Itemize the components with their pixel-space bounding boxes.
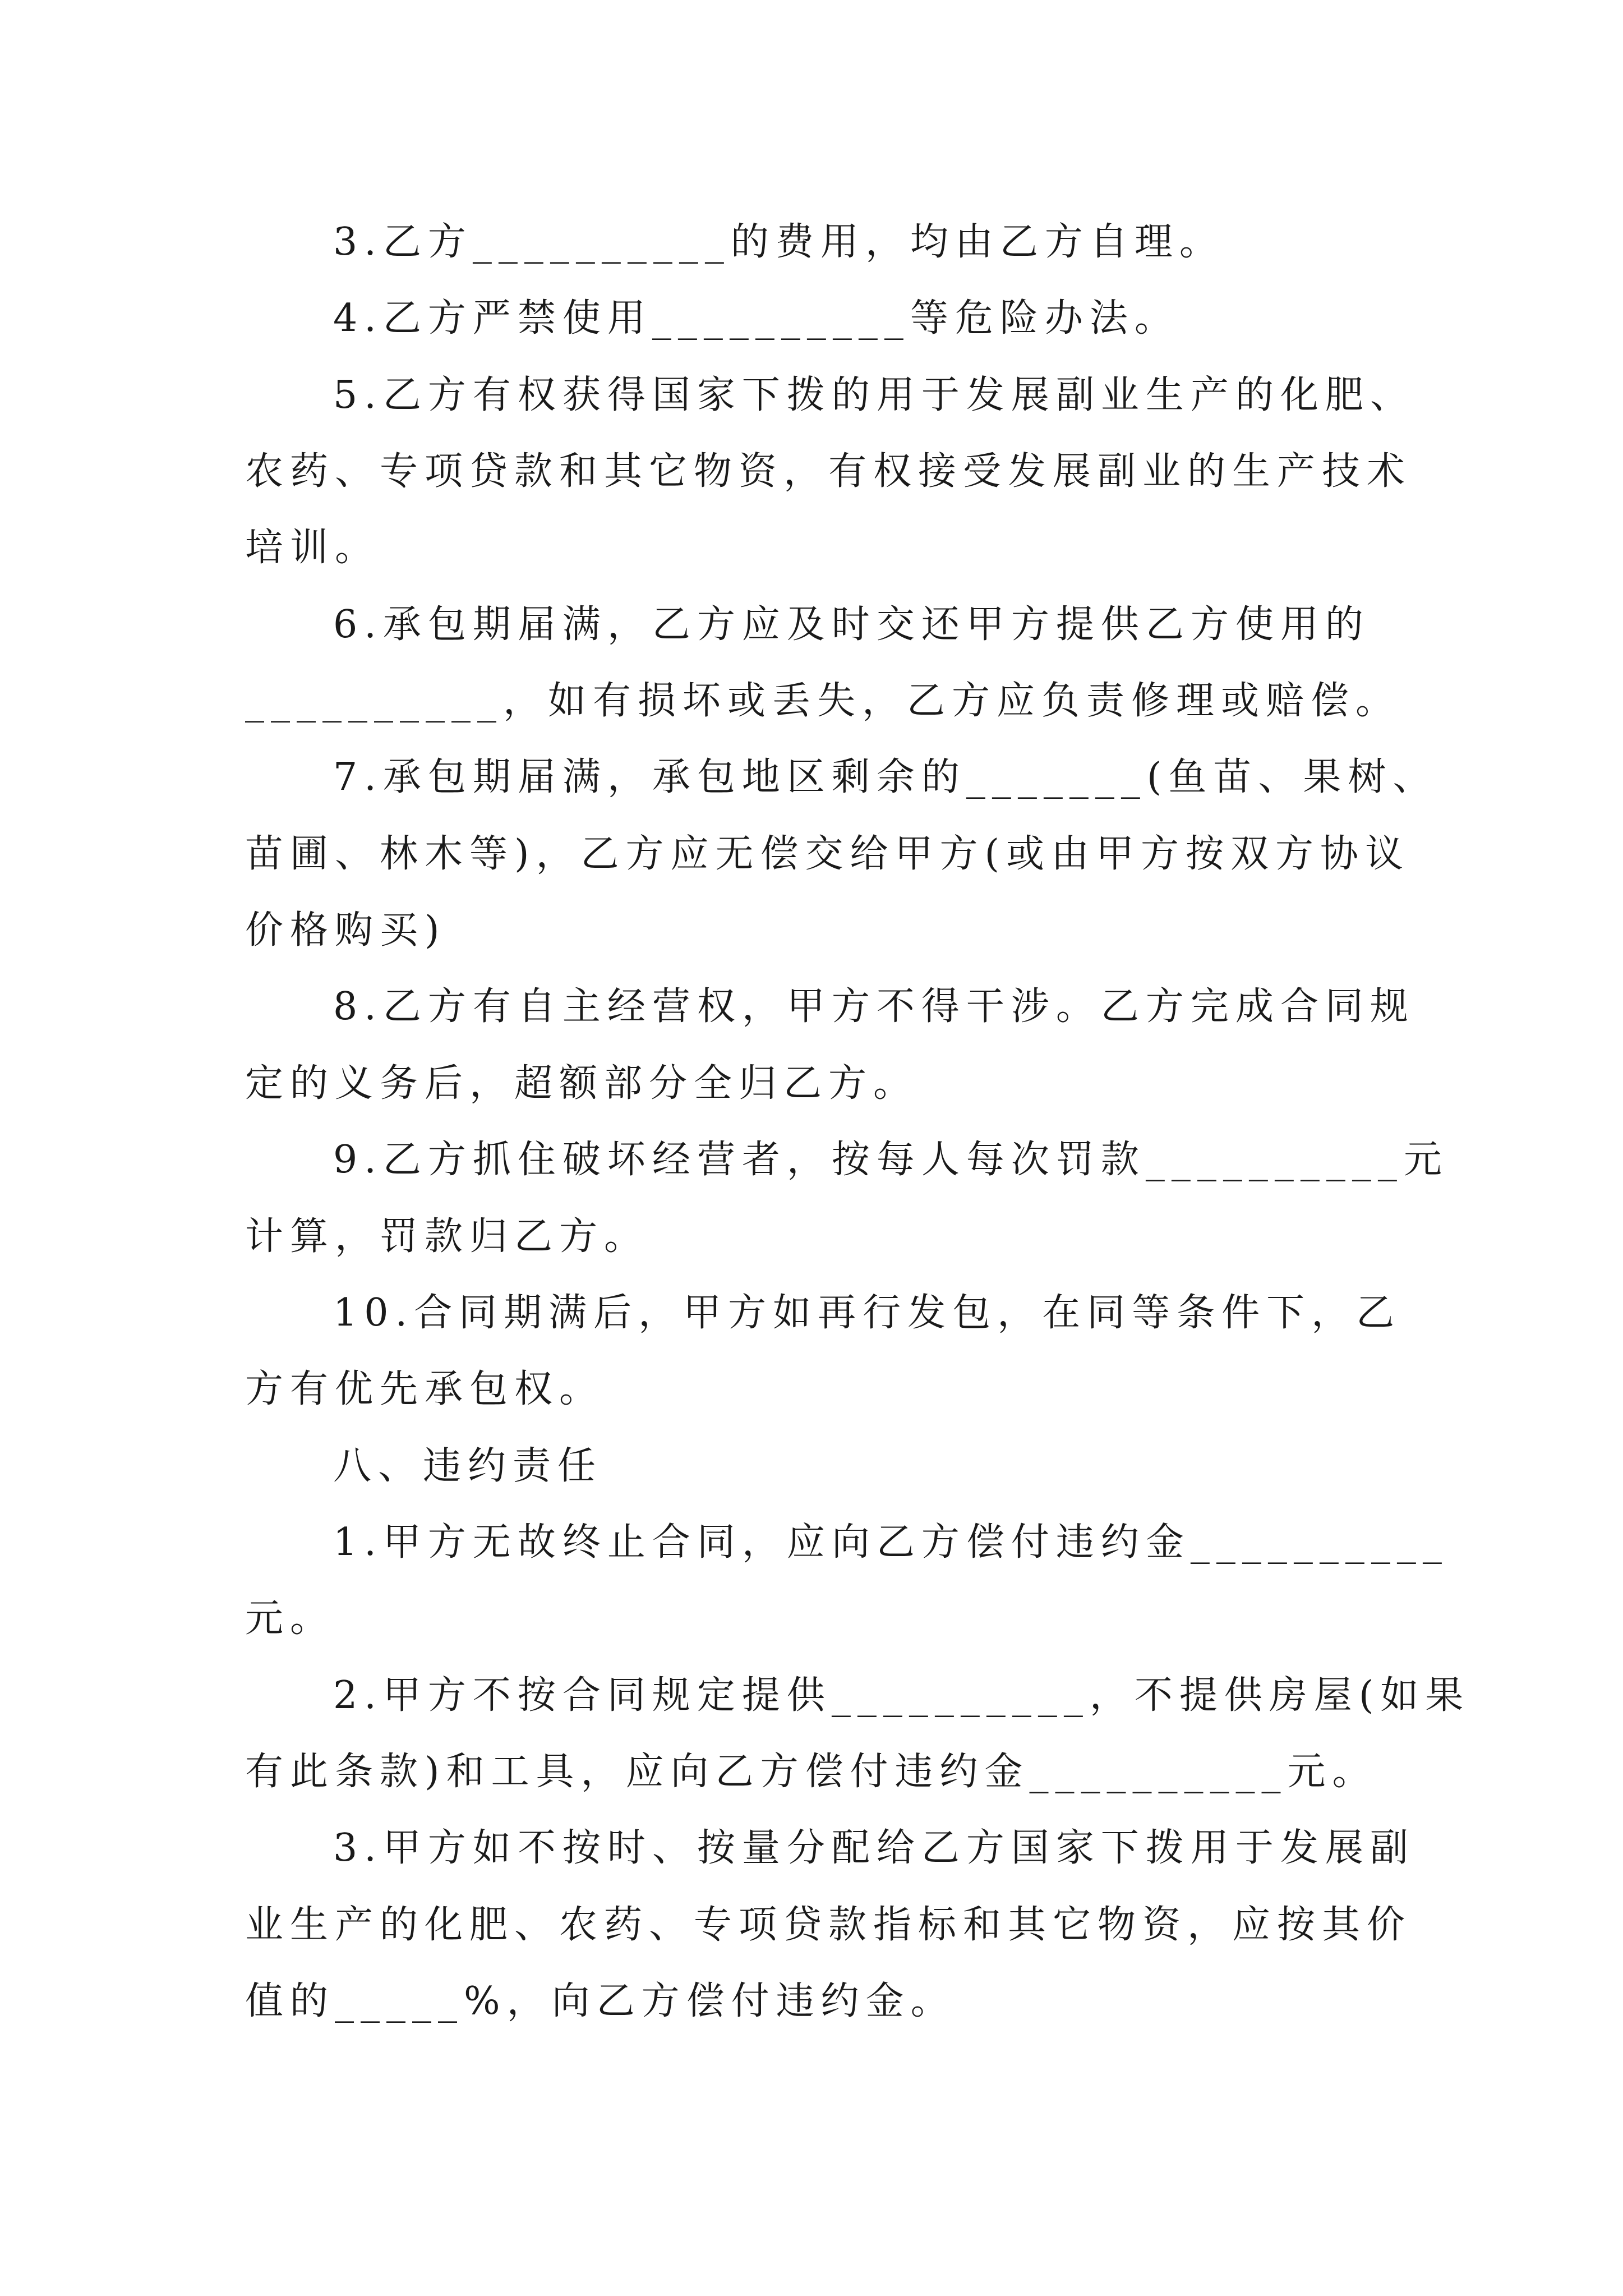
text-line-24: 值的_____%，向乙方偿付违约金。 xyxy=(245,1979,956,2023)
text-line-20: 2.甲方不按合同规定提供__________，不提供房屋(如果 xyxy=(333,1673,1470,1718)
text-line-6: 6.承包期届满，乙方应及时交还甲方提供乙方使用的 xyxy=(333,602,1370,647)
text-line-21: 有此条款)和工具，应向乙方偿付违约金__________元。 xyxy=(245,1750,1377,1794)
text-line-11: 8.乙方有自主经营权，甲方不得干涉。乙方完成合同规 xyxy=(333,984,1415,1029)
text-line-5: 培训。 xyxy=(245,526,380,570)
text-line-18: 1.甲方无故终止合同，应向乙方偿付违约金__________ xyxy=(333,1520,1449,1565)
text-line-9: 苗圃、林木等)，乙方应无偿交给甲方(或由甲方按双方协议 xyxy=(245,832,1410,876)
text-line-19: 元。 xyxy=(245,1596,335,1641)
text-line-2: 4.乙方严禁使用__________等危险办法。 xyxy=(333,296,1179,341)
text-line-23: 业生产的化肥、农药、专项贷款指标和其它物资，应按其价 xyxy=(245,1903,1412,1947)
section-heading: 八、违约责任 xyxy=(333,1444,603,1488)
text-line-7: __________，如有损坏或丢失，乙方应负责修理或赔偿。 xyxy=(245,679,1401,723)
text-line-22: 3.甲方如不按时、按量分配给乙方国家下拨用于发展副 xyxy=(333,1826,1415,1870)
text-line-14: 计算，罚款归乙方。 xyxy=(245,1214,649,1259)
text-line-8: 7.承包期届满，承包地区剩余的_______(鱼苗、果树、 xyxy=(333,755,1438,799)
text-line-10: 价格购买) xyxy=(245,908,446,953)
text-line-15: 10.合同期满后，甲方如再行发包，在同等条件下，乙 xyxy=(333,1291,1401,1335)
text-line-16: 方有优先承包权。 xyxy=(245,1367,605,1411)
text-line-4: 农药、专项贷款和其它物资，有权接受发展副业的生产技术 xyxy=(245,449,1412,494)
text-line-1: 3.乙方__________的费用，均由乙方自理。 xyxy=(333,220,1224,264)
text-line-13: 9.乙方抓住破坏经营者，按每人每次罚款__________元 xyxy=(333,1138,1449,1182)
text-line-3: 5.乙方有权获得国家下拨的用于发展副业生产的化肥、 xyxy=(333,373,1415,417)
text-line-12: 定的义务后，超额部分全归乙方。 xyxy=(245,1061,919,1106)
